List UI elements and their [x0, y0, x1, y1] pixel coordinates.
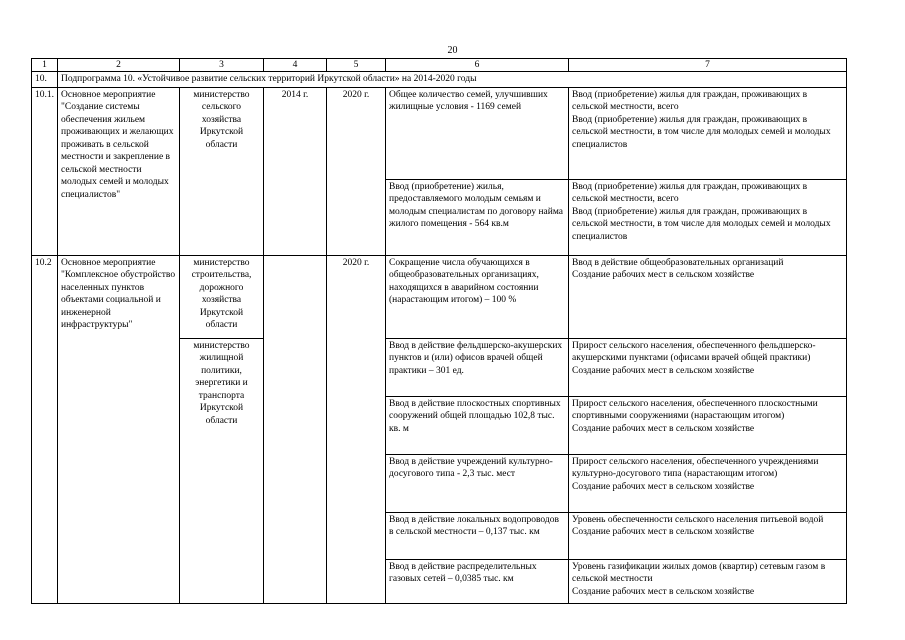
result-line: Прирост сельского населения, обеспеченного учреждениями культурно-досугового типа (нарастающим итогом) [572, 456, 819, 479]
row-number: 10.2 [32, 255, 58, 603]
column-number-row [32, 59, 847, 72]
subprogram-number: 10. [32, 72, 58, 88]
subprogram-row [32, 72, 847, 88]
indicator: Ввод в действие фельдшерско-акушерских пунктов и (или) офисов врачей общей практики – 301 ед. [386, 338, 569, 396]
expected-results [569, 396, 847, 454]
executor: министерство жилищной политики, энергетики и транспорта Иркутской области [180, 338, 264, 603]
indicator: Ввод (приобретение) жилья, предоставляемого молодым семьям и молодым специалистам по договору найма жилого помещения - 564 кв.м [386, 179, 569, 255]
expected-results [569, 179, 847, 255]
column-number: 1 [32, 59, 58, 72]
start-year [264, 255, 327, 603]
column-number: 3 [180, 59, 264, 72]
row-number: 10.1. [32, 87, 58, 255]
result-line: Создание рабочих мест в сельском хозяйстве [572, 423, 755, 434]
result-line: Ввод (приобретение) жилья для граждан, проживающих в сельской местности, всего [572, 181, 808, 204]
end-year: 2020 г. [327, 255, 386, 603]
indicator: Сокращение числа обучающихся в общеобразовательных организациях, находящихся в аварийном состоянии (нарастающим итогом) – 100 % [386, 255, 569, 338]
executor: министерство строительства, дорожного хозяйства Иркутской области [180, 255, 264, 338]
result-line: Ввод (приобретение) жилья для граждан, проживающих в сельской местности, всего [572, 89, 808, 112]
expected-results [569, 559, 847, 603]
result-line: Ввод в действие общеобразовательных организаций [572, 257, 784, 268]
subprogram-title: Подпрограмма 10. «Устойчивое развитие сельских территорий Иркутской области» на 2014-2020 годы [58, 72, 847, 88]
column-number: 2 [58, 59, 180, 72]
event-name: Основное мероприятие "Создание системы обеспечения жильем проживающих и желающих проживать в сельской местности и закрепление в сельской местности молодых семей и молодых специалистов" [58, 87, 180, 255]
event-name: Основное мероприятие "Комплексное обустройство населенных пунктов объектами социальной и инженерной инфраструктуры" [58, 255, 180, 603]
indicator: Ввод в действие плоскостных спортивных сооружений общей площадью 102,8 тыс. кв. м [386, 396, 569, 454]
executor: министерство сельского хозяйства Иркутской области [180, 87, 264, 255]
start-year: 2014 г. [264, 87, 327, 255]
expected-results [569, 454, 847, 512]
result-line: Создание рабочих мест в сельском хозяйстве [572, 586, 755, 597]
result-line: Уровень обеспеченности сельского населения питьевой водой [572, 514, 824, 525]
program-table [31, 58, 847, 604]
end-year: 2020 г. [327, 87, 386, 255]
result-line: Ввод (приобретение) жилья для граждан, проживающих в сельской местности, в том числе для молодых семей и молодых специалистов [572, 114, 831, 150]
result-line: Создание рабочих мест в сельском хозяйстве [572, 481, 755, 492]
indicator: Ввод в действие учреждений культурно-досугового типа - 2,3 тыс. мест [386, 454, 569, 512]
table-row [32, 255, 847, 338]
result-line: Создание рабочих мест в сельском хозяйстве [572, 270, 755, 280]
result-line: Создание рабочих мест в сельском хозяйстве [572, 527, 755, 537]
column-number: 6 [386, 59, 569, 72]
column-number: 4 [264, 59, 327, 72]
result-line: Уровень газификации жилых домов (квартир) сетевым газом в сельской местности [572, 561, 826, 584]
page-number: 20 [447, 45, 458, 56]
result-line: Ввод (приобретение) жилья для граждан, проживающих в сельской местности, в том числе для молодых семей и молодых специалистов [572, 206, 831, 242]
expected-results [569, 87, 847, 179]
table-row [32, 87, 847, 179]
column-number: 7 [569, 59, 847, 72]
expected-results [569, 255, 847, 338]
column-number: 5 [327, 59, 386, 72]
result-line: Прирост сельского населения, обеспеченного фельдшерско-акушерскими пунктами (офисами врачей общей практики) [572, 340, 816, 363]
result-line: Прирост сельского населения, обеспеченного плоскостными спортивными сооружениями (нарастающим итогом) [572, 398, 818, 421]
result-line: Создание рабочих мест в сельском хозяйстве [572, 365, 755, 376]
indicator: Ввод в действие локальных водопроводов в сельской местности – 0,137 тыс. км [386, 512, 569, 559]
expected-results [569, 338, 847, 396]
expected-results [569, 512, 847, 559]
indicator: Общее количество семей, улучшивших жилищные условия - 1169 семей [386, 87, 569, 179]
indicator: Ввод в действие распределительных газовых сетей – 0,0385 тыс. км [386, 559, 569, 603]
